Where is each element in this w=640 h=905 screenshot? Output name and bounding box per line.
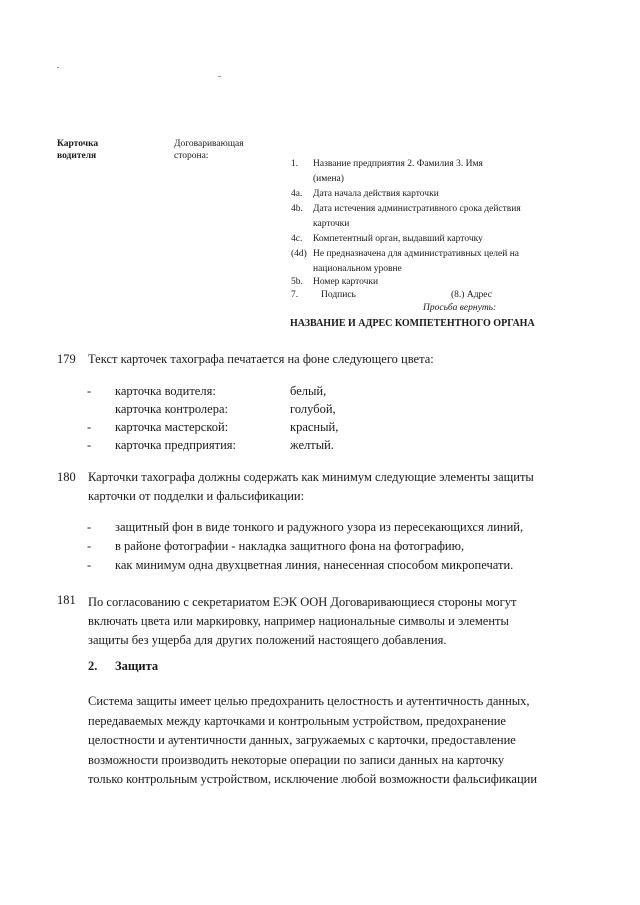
scan-speck (218, 76, 221, 77)
card-field: национальном уровне (313, 264, 402, 274)
para-180-line: Карточки тахографа должны содержать как минимум следующие элементы защиты (88, 470, 534, 484)
section-number: 2. (88, 659, 98, 673)
card-field: 4a. Дата начала действия карточки (291, 189, 439, 199)
protection-paragraph: Система защиты имеет целью предохранить целостность и аутентичность данных, передаваемых между карточками и контрольным устройством, предохранение целостности и аутентичности данных, загружаемых с карточки, предоставление возможности производить некоторые операции по записи данных на карточку только контрольным устройством, исключение любой возможности фальсификации (88, 694, 538, 786)
card-field: (имена) (313, 174, 344, 184)
card-field: карточки (313, 219, 350, 229)
card-type-label: Карточка водителя (57, 139, 99, 161)
card-field: 4c. Компетентный орган, выдавший карточку (291, 234, 483, 244)
para-181-number: 181 (57, 593, 76, 607)
para-180-line: карточки от подделки и фальсификации: (88, 489, 305, 503)
scan-speck (57, 67, 59, 68)
para-181-text: По согласованию с секретариатом ЕЭК ООН Договаривающиеся стороны могут включать цвета или маркировку, например национальные символы и элементы защиты без ущерба для других положений настоящего добавления. (88, 595, 517, 647)
authority-heading: НАЗВАНИЕ И АДРЕС КОМПЕТЕНТНОГО ОРГАНА (290, 318, 535, 329)
signature-line: 7. Подпись (8.) Адрес (291, 290, 492, 300)
para-179-text: Текст карточек тахографа печатается на фоне следующего цвета: (88, 352, 434, 366)
card-field: 4b. Дата истечения административного срока действия (291, 204, 521, 214)
return-label: Просьба вернуть: (423, 303, 497, 313)
contracting-party-label: Договаривающая сторона: (174, 139, 244, 161)
para-179-number: 179 (57, 352, 76, 366)
card-field: 1. Название предприятия 2. Фамилия 3. Имя (291, 159, 483, 169)
para-180-number: 180 (57, 470, 76, 484)
card-field: (4d) Не предназначена для административных целей на (291, 249, 520, 259)
card-field: 5b. Номер карточки (291, 277, 379, 287)
section-title: Защита (115, 659, 159, 673)
